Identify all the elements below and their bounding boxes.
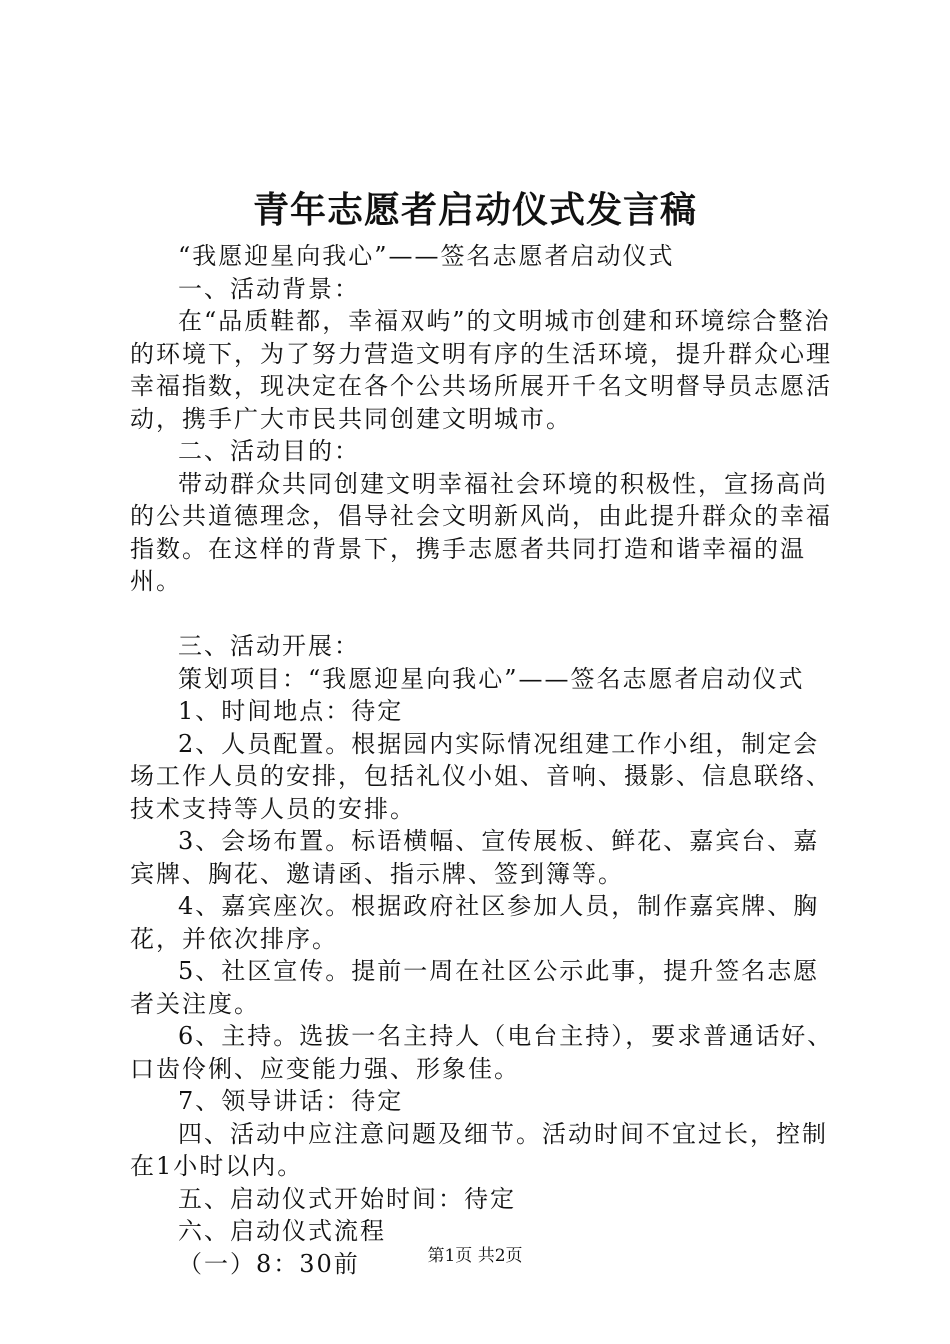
paragraph: （一）8：30前: [178, 1249, 360, 1278]
document-body: [130, 240, 840, 1280]
paragraph: “我愿迎星向我心”——签名志愿者启动仪式: [178, 242, 675, 270]
paragraph: 二、活动目的：: [178, 437, 360, 465]
paragraph: 1、时间地点：待定: [178, 697, 404, 725]
paragraph: 四、活动中应注意问题及细节。活动时间不宜过长，控制在1小时以内。: [130, 1119, 828, 1180]
paragraph: 在“品质鞋都，幸福双屿”的文明城市创建和环境综合整治的环境下，为了努力营造文明有序的生活环境，提升群众心理幸福指数，现决定在各个公共场所展开千名文明督导员志愿活动，携手广大市民共同创建文明城市。: [130, 307, 832, 433]
paragraph: 三、活动开展：: [178, 632, 360, 660]
paragraph: 3、会场布置。标语横幅、宣传展板、鲜花、嘉宾台、嘉宾牌、胸花、邀请函、指示牌、签到簿等。: [130, 827, 820, 888]
paragraph: 4、嘉宾座次。根据政府社区参加人员，制作嘉宾牌、胸花，并依次排序。: [130, 892, 820, 953]
paragraph: 六、启动仪式流程: [178, 1217, 386, 1245]
paragraph: 7、领导讲话：待定: [178, 1087, 404, 1115]
page-footer: 第1页 共2页: [427, 1246, 523, 1266]
blank-line: [130, 598, 840, 631]
paragraph: 五、启动仪式开始时间：待定: [178, 1184, 516, 1213]
paragraph: 策划项目：“我愿迎星向我心”——签名志愿者启动仪式: [178, 664, 805, 693]
paragraph: 6、主持。选拔一名主持人（电台主持），要求普通话好、口齿伶俐、应变能力强、形象佳。: [130, 1022, 834, 1083]
paragraph: 一、活动背景：: [178, 274, 360, 303]
paragraph: 2、人员配置。根据园内实际情况组建工作小组，制定会场工作人员的安排，包括礼仪小姐、音响、摄影、信息联络、技术支持等人员的安排。: [130, 729, 832, 823]
document-title: 青年志愿者启动仪式发言稿: [252, 189, 697, 231]
paragraph: 5、社区宣传。提前一周在社区公示此事，提升签名志愿者关注度。: [130, 957, 820, 1018]
paragraph: 带动群众共同创建文明幸福社会环境的积极性，宣扬高尚的公共道德理念，倡导社会文明新风尚，由此提升群众的幸福指数。在这样的背景下，携手志愿者共同打造和谐幸福的温州。: [130, 469, 832, 595]
